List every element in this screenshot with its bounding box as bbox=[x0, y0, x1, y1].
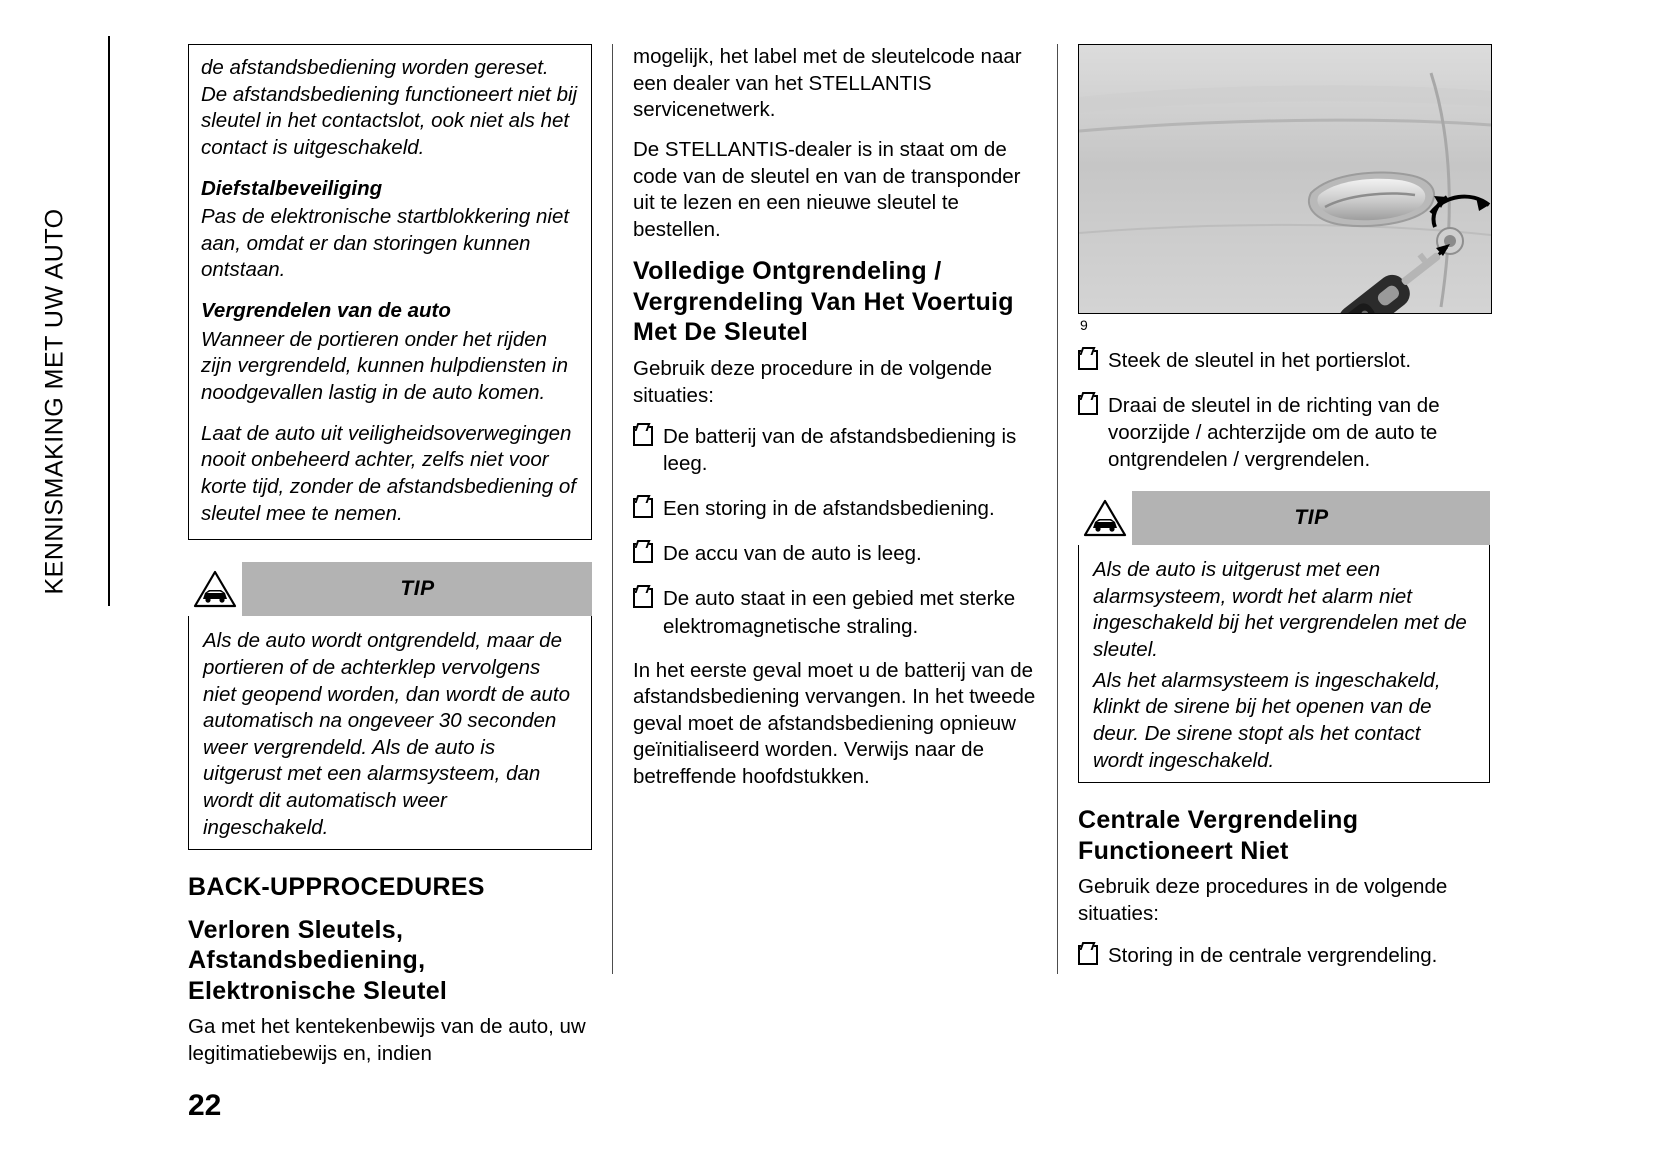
tip-text-1: Als de auto wordt ontgrendeld, maar de portieren of de achterklep vervolgens niet geopend worden, dan wordt de auto automatisch na ongeveer 30 seconden weer vergrendeld. Als de auto is uitgerust met een alarmsysteem, dan wordt dit automatisch weer ingeschakeld. bbox=[203, 629, 570, 839]
bullet-square-icon bbox=[633, 543, 653, 563]
bullet-square-icon bbox=[633, 498, 653, 518]
chapter-title: KENNISMAKING MET UW AUTO bbox=[40, 208, 69, 595]
tip-body-1 bbox=[188, 616, 592, 850]
warning-subheading-theft: Diefstalbeveiliging bbox=[201, 176, 383, 200]
bullet-square-icon bbox=[633, 426, 653, 446]
list-item-label: Storing in de centrale vergrendeling. bbox=[1108, 943, 1438, 967]
tip-text-2a: Als de auto is uitgerust met een alarmsysteem, wordt het alarm niet ingeschakeld bij het vergrendelen met de sleutel. bbox=[1093, 558, 1467, 662]
list-item bbox=[633, 540, 1041, 567]
list-item-label: De accu van de auto is leeg. bbox=[663, 542, 922, 566]
list-item bbox=[1078, 392, 1490, 473]
list-item-label: De batterij van de afstandsbediening is leeg. bbox=[663, 425, 1017, 476]
tip-label-1: TIP bbox=[400, 577, 435, 601]
tip-body-2 bbox=[1078, 545, 1490, 783]
warning-paragraph-4: Laat de auto uit veiligheidsoverwegingen nooit onbeheerd achter, zelfs niet voor korte tijd, zonder de afstandsbediening of sleutel mee te nemen. bbox=[201, 421, 576, 525]
heading-central-locking: Centrale Vergrendeling Functioneert Niet bbox=[1078, 806, 1359, 865]
bullet-square-icon bbox=[633, 588, 653, 608]
heading-full-unlock: Volledige Ontgrendeling / Vergrendeling Van Het Voertuig Met De Sleutel bbox=[633, 257, 1014, 347]
column-divider-1 bbox=[612, 44, 613, 974]
list-item bbox=[1078, 942, 1490, 969]
bullet-square-icon bbox=[1078, 945, 1098, 965]
warning-paragraph-3: Wanneer de portieren onder het rijden zijn vergrendeld, kunnen hulpdiensten in noodgevallen lastig in de auto komen. bbox=[201, 327, 568, 405]
list-item bbox=[633, 495, 1041, 522]
list-item bbox=[633, 585, 1041, 639]
intro-paragraph-1: mogelijk, het label met de sleutelcode naar een dealer van het STELLANTIS servicenetwerk. bbox=[633, 45, 1022, 122]
bullet-square-icon bbox=[1078, 395, 1098, 415]
page-number: 22 bbox=[188, 1089, 222, 1122]
tip-label-2: TIP bbox=[1294, 506, 1329, 530]
intro-paragraph-2: De STELLANTIS-dealer is in staat om de code van de sleutel en van de transponder uit te lezen en een nieuwe sleutel te bestellen. bbox=[633, 137, 1021, 241]
list-item bbox=[633, 423, 1041, 477]
warning-box bbox=[188, 44, 592, 540]
column-divider-2 bbox=[1057, 44, 1058, 974]
heading-backup-procedures: BACK-UPPROCEDURES bbox=[188, 873, 485, 902]
tip-banner-1 bbox=[188, 562, 592, 616]
column-1 bbox=[188, 44, 592, 1082]
column-2 bbox=[633, 44, 1041, 805]
lead-text-situations: Gebruik deze procedure in de volgende situaties: bbox=[633, 356, 992, 407]
column-3 bbox=[1078, 44, 1490, 987]
lead-text-central-locking: Gebruik deze procedures in de volgende situaties: bbox=[1078, 875, 1448, 925]
chapter-tab bbox=[0, 0, 120, 1165]
door-handle-key-lock-illustration bbox=[1078, 44, 1492, 314]
list-item-label: Steek de sleutel in het portierslot. bbox=[1108, 349, 1412, 372]
list-item-label: Een storing in de afstandsbediening. bbox=[663, 497, 995, 521]
closing-paragraph: In het eerste geval moet u de batterij van de afstandsbediening vervangen. In het tweede geval moet de afstandsbediening opnieuw geïnitialiseerd worden. Verwijs naar de betreffende hoofdstukken. bbox=[633, 658, 1036, 789]
tip-banner-2 bbox=[1078, 491, 1490, 545]
warning-paragraph-2: Pas de elektronische startblokkering niet aan, omdat er dan storingen kunnen ontstaan. bbox=[201, 205, 570, 282]
warning-paragraph-1: de afstandsbediening worden gereset. De afstandsbediening functioneert niet bij sleutel in het contactslot, ook niet als het contact is uitgeschakeld. bbox=[201, 56, 578, 159]
figure-caption: 9 bbox=[1080, 317, 1088, 333]
bullet-square-icon bbox=[1078, 350, 1098, 370]
tip-text-2b: Als het alarmsysteem is ingeschakeld, klinkt de sirene bij het openen van de deur. De sirene stopt als het contact wordt ingeschakeld. bbox=[1093, 668, 1441, 772]
warning-subheading-locking: Vergrendelen van de auto bbox=[201, 299, 451, 323]
list-item-label: Draai de sleutel in de richting van de voorzijde / achterzijde om de auto te ontgrendelen / vergrendelen. bbox=[1108, 394, 1440, 472]
warning-car-triangle-icon bbox=[188, 562, 243, 616]
heading-lost-keys: Verloren Sleutels, Afstandsbediening, Elektronische Sleutel bbox=[188, 915, 448, 1005]
warning-car-triangle-icon bbox=[1078, 491, 1133, 545]
list-item-label: De auto staat in een gebied met sterke elektromagnetische straling. bbox=[663, 587, 1016, 638]
body-lost-keys: Ga met het kentekenbewijs van de auto, uw legitimatiebewijs en, indien bbox=[188, 1015, 586, 1066]
chapter-rule bbox=[108, 36, 110, 606]
list-item bbox=[1078, 347, 1490, 374]
